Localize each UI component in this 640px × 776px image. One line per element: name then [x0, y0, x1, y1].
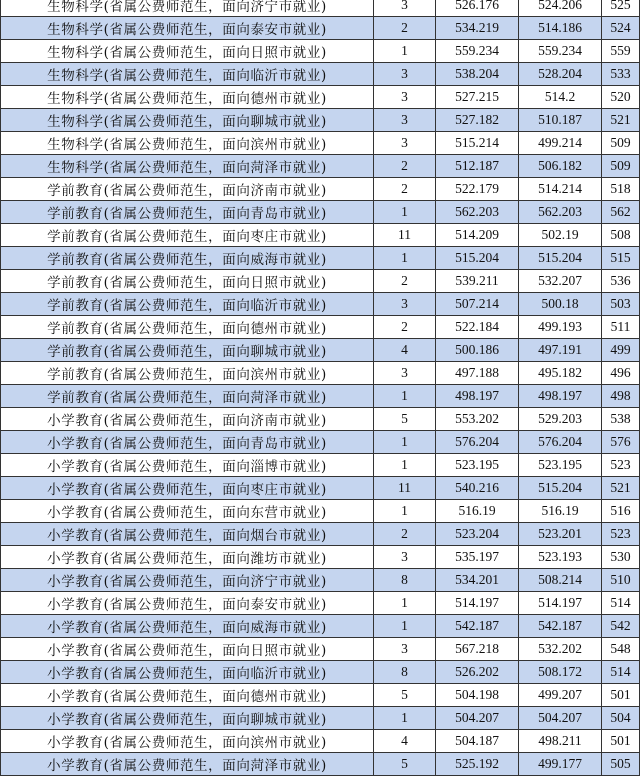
min-score-cell: 514.214 [519, 178, 602, 201]
plan-count-cell: 11 [374, 477, 436, 500]
table-row [1, 408, 640, 431]
min-score-cell: 495.182 [519, 362, 602, 385]
max-score-cell: 535.197 [436, 546, 519, 569]
major-cell: 学前教育(省属公费师范生，面向威海市就业) [1, 247, 374, 270]
max-score-cell: 498.197 [436, 385, 519, 408]
table-row [1, 339, 640, 362]
max-score-cell: 576.204 [436, 431, 519, 454]
min-score-cell: 576.204 [519, 431, 602, 454]
table-row [1, 523, 640, 546]
avg-score-cell: 508 [602, 224, 640, 247]
plan-count-cell: 3 [374, 132, 436, 155]
max-score-cell: 515.204 [436, 247, 519, 270]
major-cell: 小学教育(省属公费师范生，面向淄博市就业) [1, 454, 374, 477]
min-score-cell: 516.19 [519, 500, 602, 523]
table-body [1, 0, 640, 776]
min-score-cell: 508.214 [519, 569, 602, 592]
avg-score-cell: 525 [602, 0, 640, 17]
max-score-cell: 504.198 [436, 684, 519, 707]
max-score-cell: 504.187 [436, 730, 519, 753]
major-cell: 生物科学(省属公费师范生，面向临沂市就业) [1, 63, 374, 86]
major-cell: 学前教育(省属公费师范生，面向日照市就业) [1, 270, 374, 293]
plan-count-cell: 2 [374, 270, 436, 293]
max-score-cell: 504.207 [436, 707, 519, 730]
plan-count-cell: 4 [374, 339, 436, 362]
min-score-cell: 514.186 [519, 17, 602, 40]
table-row [1, 86, 640, 109]
avg-score-cell: 496 [602, 362, 640, 385]
min-score-cell: 508.172 [519, 661, 602, 684]
major-cell: 小学教育(省属公费师范生，面向济宁市就业) [1, 569, 374, 592]
avg-score-cell: 515 [602, 247, 640, 270]
plan-count-cell: 1 [374, 247, 436, 270]
major-cell: 生物科学(省属公费师范生，面向泰安市就业) [1, 17, 374, 40]
avg-score-cell: 521 [602, 477, 640, 500]
min-score-cell: 499.193 [519, 316, 602, 339]
table-row [1, 385, 640, 408]
plan-count-cell: 3 [374, 638, 436, 661]
avg-score-cell: 533 [602, 63, 640, 86]
max-score-cell: 515.214 [436, 132, 519, 155]
max-score-cell: 540.216 [436, 477, 519, 500]
plan-count-cell: 2 [374, 523, 436, 546]
avg-score-cell: 542 [602, 615, 640, 638]
avg-score-cell: 505 [602, 753, 640, 776]
min-score-cell: 504.207 [519, 707, 602, 730]
min-score-cell: 499.214 [519, 132, 602, 155]
plan-count-cell: 1 [374, 615, 436, 638]
major-cell: 小学教育(省属公费师范生，面向临沂市就业) [1, 661, 374, 684]
plan-count-cell: 2 [374, 155, 436, 178]
table-row [1, 362, 640, 385]
avg-score-cell: 501 [602, 730, 640, 753]
min-score-cell: 524.206 [519, 0, 602, 17]
major-cell: 学前教育(省属公费师范生，面向青岛市就业) [1, 201, 374, 224]
min-score-cell: 523.195 [519, 454, 602, 477]
max-score-cell: 523.204 [436, 523, 519, 546]
major-cell: 小学教育(省属公费师范生，面向烟台市就业) [1, 523, 374, 546]
table-row [1, 707, 640, 730]
max-score-cell: 500.186 [436, 339, 519, 362]
table-row [1, 638, 640, 661]
min-score-cell: 523.201 [519, 523, 602, 546]
min-score-cell: 499.177 [519, 753, 602, 776]
plan-count-cell: 5 [374, 408, 436, 431]
major-cell: 小学教育(省属公费师范生，面向东营市就业) [1, 500, 374, 523]
avg-score-cell: 576 [602, 431, 640, 454]
min-score-cell: 514.2 [519, 86, 602, 109]
avg-score-cell: 499 [602, 339, 640, 362]
avg-score-cell: 523 [602, 523, 640, 546]
min-score-cell: 523.193 [519, 546, 602, 569]
major-cell: 小学教育(省属公费师范生，面向枣庄市就业) [1, 477, 374, 500]
avg-score-cell: 498 [602, 385, 640, 408]
plan-count-cell: 5 [374, 753, 436, 776]
min-score-cell: 515.204 [519, 477, 602, 500]
table-row [1, 155, 640, 178]
avg-score-cell: 516 [602, 500, 640, 523]
max-score-cell: 567.218 [436, 638, 519, 661]
max-score-cell: 534.219 [436, 17, 519, 40]
avg-score-cell: 562 [602, 201, 640, 224]
table-row [1, 63, 640, 86]
plan-count-cell: 2 [374, 316, 436, 339]
max-score-cell: 525.192 [436, 753, 519, 776]
plan-count-cell: 1 [374, 431, 436, 454]
max-score-cell: 523.195 [436, 454, 519, 477]
avg-score-cell: 514 [602, 661, 640, 684]
avg-score-cell: 504 [602, 707, 640, 730]
major-cell: 学前教育(省属公费师范生，面向临沂市就业) [1, 293, 374, 316]
table-row [1, 201, 640, 224]
max-score-cell: 526.202 [436, 661, 519, 684]
plan-count-cell: 3 [374, 0, 436, 17]
plan-count-cell: 3 [374, 63, 436, 86]
min-score-cell: 529.203 [519, 408, 602, 431]
avg-score-cell: 524 [602, 17, 640, 40]
max-score-cell: 542.187 [436, 615, 519, 638]
avg-score-cell: 509 [602, 132, 640, 155]
max-score-cell: 497.188 [436, 362, 519, 385]
avg-score-cell: 511 [602, 316, 640, 339]
avg-score-cell: 536 [602, 270, 640, 293]
major-cell: 生物科学(省属公费师范生，面向聊城市就业) [1, 109, 374, 132]
avg-score-cell: 518 [602, 178, 640, 201]
min-score-cell: 514.197 [519, 592, 602, 615]
table-row [1, 316, 640, 339]
max-score-cell: 514.209 [436, 224, 519, 247]
plan-count-cell: 11 [374, 224, 436, 247]
major-cell: 小学教育(省属公费师范生，面向青岛市就业) [1, 431, 374, 454]
table-row [1, 569, 640, 592]
major-cell: 生物科学(省属公费师范生，面向日照市就业) [1, 40, 374, 63]
min-score-cell: 497.191 [519, 339, 602, 362]
avg-score-cell: 538 [602, 408, 640, 431]
min-score-cell: 498.197 [519, 385, 602, 408]
major-cell: 生物科学(省属公费师范生，面向菏泽市就业) [1, 155, 374, 178]
plan-count-cell: 3 [374, 362, 436, 385]
max-score-cell: 538.204 [436, 63, 519, 86]
major-cell: 小学教育(省属公费师范生，面向威海市就业) [1, 615, 374, 638]
major-cell: 生物科学(省属公费师范生，面向济宁市就业) [1, 0, 374, 17]
plan-count-cell: 1 [374, 707, 436, 730]
plan-count-cell: 1 [374, 201, 436, 224]
plan-count-cell: 1 [374, 592, 436, 615]
avg-score-cell: 530 [602, 546, 640, 569]
major-cell: 学前教育(省属公费师范生，面向枣庄市就业) [1, 224, 374, 247]
table-row [1, 592, 640, 615]
plan-count-cell: 3 [374, 546, 436, 569]
plan-count-cell: 1 [374, 40, 436, 63]
plan-count-cell: 5 [374, 684, 436, 707]
table-row [1, 0, 640, 17]
max-score-cell: 534.201 [436, 569, 519, 592]
avg-score-cell: 503 [602, 293, 640, 316]
major-cell: 小学教育(省属公费师范生，面向德州市就业) [1, 684, 374, 707]
plan-count-cell: 1 [374, 454, 436, 477]
table-row [1, 293, 640, 316]
table-row [1, 477, 640, 500]
avg-score-cell: 510 [602, 569, 640, 592]
plan-count-cell: 8 [374, 661, 436, 684]
major-cell: 小学教育(省属公费师范生，面向聊城市就业) [1, 707, 374, 730]
plan-count-cell: 8 [374, 569, 436, 592]
max-score-cell: 516.19 [436, 500, 519, 523]
avg-score-cell: 509 [602, 155, 640, 178]
major-cell: 生物科学(省属公费师范生，面向滨州市就业) [1, 132, 374, 155]
avg-score-cell: 523 [602, 454, 640, 477]
min-score-cell: 499.207 [519, 684, 602, 707]
major-cell: 小学教育(省属公费师范生，面向泰安市就业) [1, 592, 374, 615]
max-score-cell: 559.234 [436, 40, 519, 63]
table-row [1, 224, 640, 247]
table-row [1, 247, 640, 270]
table-row [1, 454, 640, 477]
max-score-cell: 527.215 [436, 86, 519, 109]
plan-count-cell: 2 [374, 17, 436, 40]
table-row [1, 270, 640, 293]
plan-count-cell: 2 [374, 178, 436, 201]
avg-score-cell: 520 [602, 86, 640, 109]
max-score-cell: 539.211 [436, 270, 519, 293]
major-cell: 小学教育(省属公费师范生，面向菏泽市就业) [1, 753, 374, 776]
avg-score-cell: 559 [602, 40, 640, 63]
max-score-cell: 512.187 [436, 155, 519, 178]
avg-score-cell: 514 [602, 592, 640, 615]
min-score-cell: 542.187 [519, 615, 602, 638]
plan-count-cell: 3 [374, 293, 436, 316]
table-row [1, 17, 640, 40]
table-row [1, 178, 640, 201]
avg-score-cell: 521 [602, 109, 640, 132]
min-score-cell: 502.19 [519, 224, 602, 247]
max-score-cell: 553.202 [436, 408, 519, 431]
min-score-cell: 562.203 [519, 201, 602, 224]
max-score-cell: 522.179 [436, 178, 519, 201]
major-cell: 生物科学(省属公费师范生，面向德州市就业) [1, 86, 374, 109]
major-cell: 小学教育(省属公费师范生，面向济南市就业) [1, 408, 374, 431]
max-score-cell: 526.176 [436, 0, 519, 17]
max-score-cell: 522.184 [436, 316, 519, 339]
min-score-cell: 506.182 [519, 155, 602, 178]
major-cell: 学前教育(省属公费师范生，面向滨州市就业) [1, 362, 374, 385]
major-cell: 小学教育(省属公费师范生，面向滨州市就业) [1, 730, 374, 753]
table-row [1, 40, 640, 63]
table-row [1, 615, 640, 638]
table-row [1, 753, 640, 776]
plan-count-cell: 3 [374, 86, 436, 109]
table-row [1, 431, 640, 454]
min-score-cell: 532.202 [519, 638, 602, 661]
avg-score-cell: 501 [602, 684, 640, 707]
major-cell: 小学教育(省属公费师范生，面向日照市就业) [1, 638, 374, 661]
major-cell: 学前教育(省属公费师范生，面向德州市就业) [1, 316, 374, 339]
table-row [1, 109, 640, 132]
avg-score-cell: 548 [602, 638, 640, 661]
min-score-cell: 528.204 [519, 63, 602, 86]
plan-count-cell: 4 [374, 730, 436, 753]
max-score-cell: 507.214 [436, 293, 519, 316]
min-score-cell: 498.211 [519, 730, 602, 753]
min-score-cell: 510.187 [519, 109, 602, 132]
max-score-cell: 527.182 [436, 109, 519, 132]
max-score-cell: 514.197 [436, 592, 519, 615]
table-row [1, 132, 640, 155]
major-cell: 学前教育(省属公费师范生，面向聊城市就业) [1, 339, 374, 362]
max-score-cell: 562.203 [436, 201, 519, 224]
table-row [1, 684, 640, 707]
major-cell: 小学教育(省属公费师范生，面向潍坊市就业) [1, 546, 374, 569]
min-score-cell: 500.18 [519, 293, 602, 316]
major-cell: 学前教育(省属公费师范生，面向济南市就业) [1, 178, 374, 201]
min-score-cell: 532.207 [519, 270, 602, 293]
plan-count-cell: 3 [374, 109, 436, 132]
table-row [1, 546, 640, 569]
table-row [1, 500, 640, 523]
table-row [1, 730, 640, 753]
plan-count-cell: 1 [374, 500, 436, 523]
major-cell: 学前教育(省属公费师范生，面向菏泽市就业) [1, 385, 374, 408]
min-score-cell: 559.234 [519, 40, 602, 63]
plan-count-cell: 1 [374, 385, 436, 408]
table-row [1, 661, 640, 684]
min-score-cell: 515.204 [519, 247, 602, 270]
